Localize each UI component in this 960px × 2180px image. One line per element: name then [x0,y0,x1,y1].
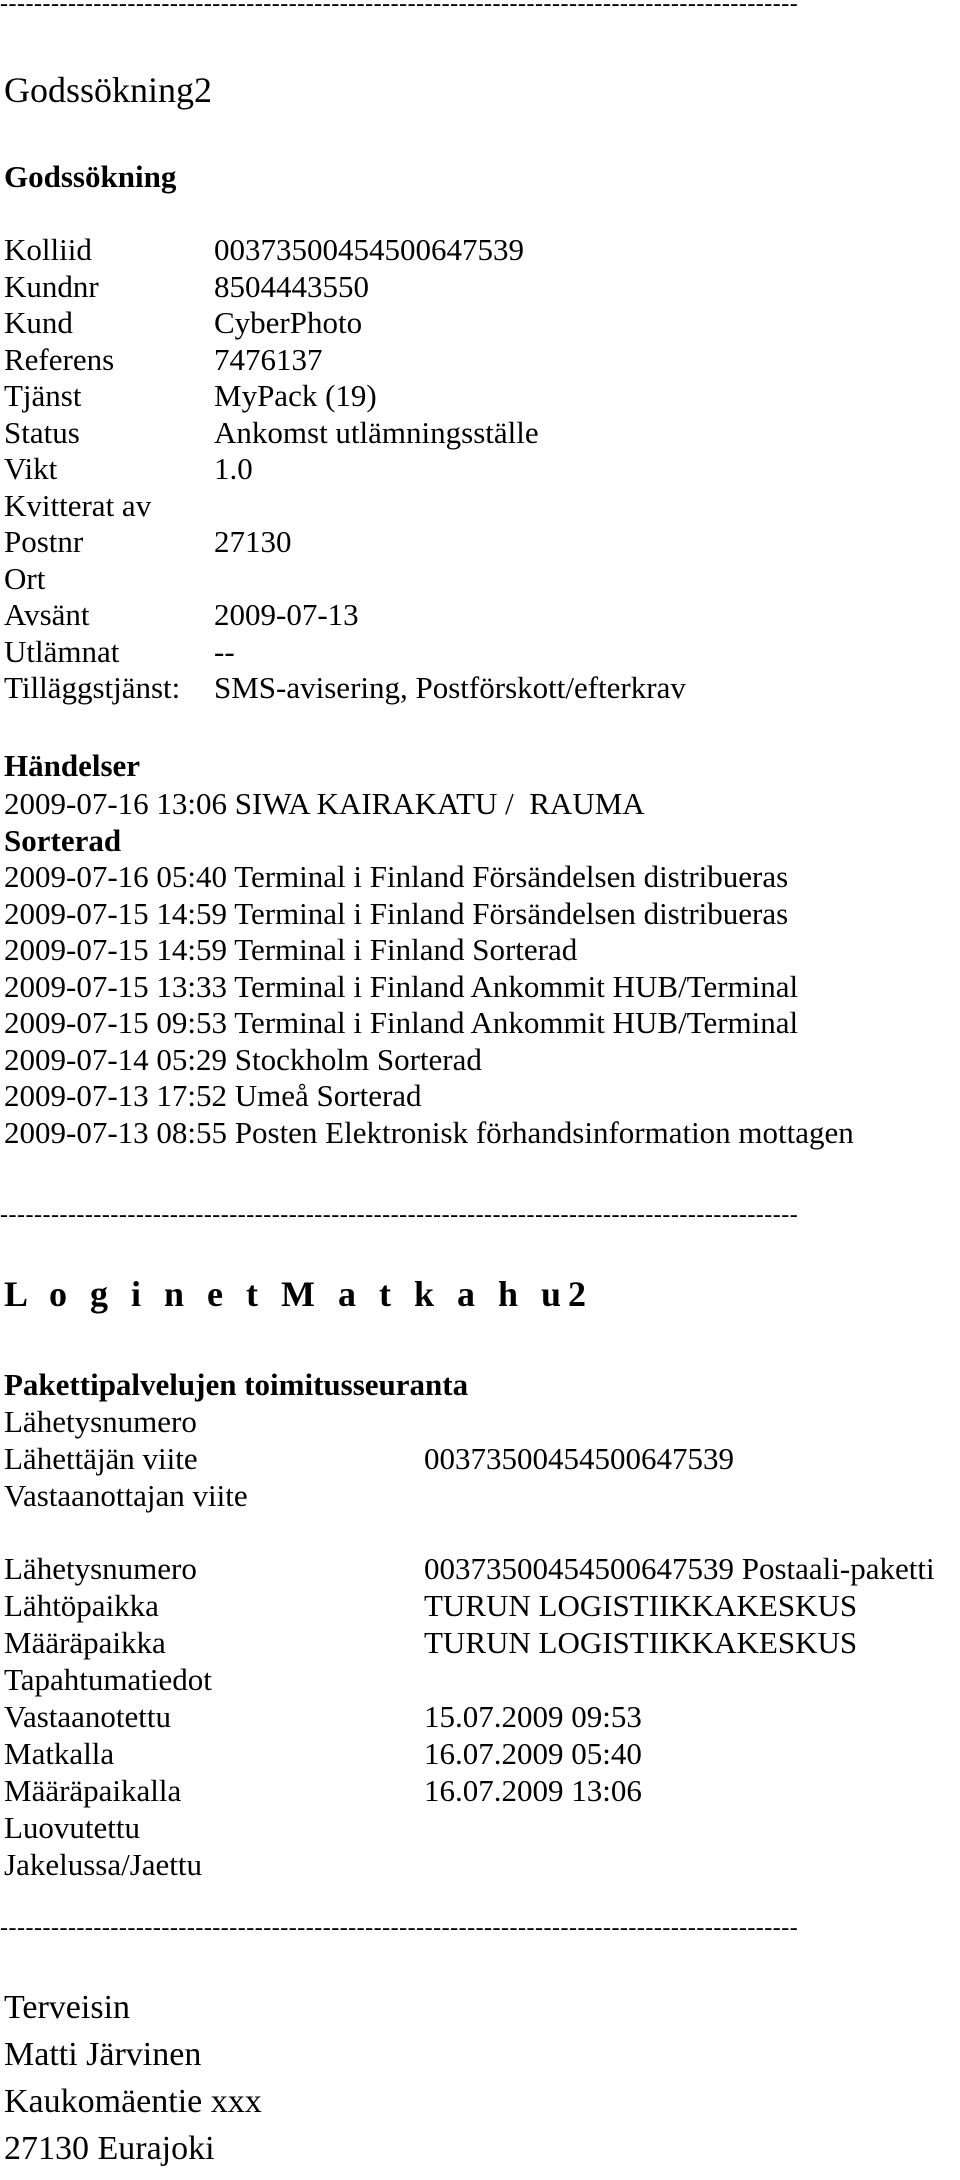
godssokning-field-value: 2009-07-13 [214,597,359,632]
event-line: 2009-07-15 09:53 Terminal i Finland Ankommit HUB/Terminal [4,1005,799,1040]
matkahuolto-field-label: Jakelussa/Jaettu [4,1847,203,1882]
divider-top: ---------------------------------------------------------------------------------------------- [0,0,799,17]
signature-line: Matti Järvinen [4,2036,202,2073]
matkahuolto-field-label: Matkalla [4,1736,115,1771]
matkahuolto-field-label: Tapahtumatiedot [4,1662,212,1697]
matkahuolto-field-label: Vastaanotettu [4,1699,172,1734]
godssokning-subtitle: Godssökning [4,159,177,194]
godssokning-field-value: Ankomst utlämningsställe [214,414,539,450]
godssokning-field-value: -- [214,633,235,669]
event-line: 2009-07-14 05:29 Stockholm Sorterad [4,1041,482,1077]
event-line: 2009-07-15 13:33 Terminal i Finland Ankommit HUB/Terminal [4,968,799,1004]
matkahuolto-field-label: Määräpaikka [4,1625,166,1660]
matkahuolto-field-value: 15.07.2009 09:53 [424,1699,642,1734]
godssokning-field-label: Kvitterat av [4,487,152,523]
godssokning-field-value: SMS-avisering, Postförskott/efterkrav [214,670,686,705]
event-line: 2009-07-16 05:40 Terminal i Finland Försändelsen distribueras [4,859,789,894]
matkahuolto-field-label: Määräpaikalla [4,1773,182,1808]
event-line: 2009-07-15 14:59 Terminal i Finland Försändelsen distribueras [4,895,789,931]
godssokning-field-label: Kundnr [4,268,99,304]
godssokning-field-label: Ort [4,560,46,596]
event-line: 2009-07-13 08:55 Posten Elektronisk förhandsinformation mottagen [4,1114,854,1150]
godssokning-field-value: MyPack (19) [214,378,377,413]
event-line: 2009-07-16 13:06 SIWA KAIRAKATU / RAUMA [4,786,645,821]
matkahuolto-ref-label: Lähettäjän viite [4,1441,198,1476]
matkahuolto-field-value: 16.07.2009 13:06 [424,1773,642,1808]
godssokning-field-label: Tilläggstjänst: [4,670,181,705]
godssokning-field-value: 1.0 [214,451,253,486]
matkahuolto-field-value: 16.07.2009 05:40 [424,1736,642,1771]
godssokning-field-value: CyberPhoto [214,305,363,340]
matkahuolto-field-label: Lähetysnumero [4,1551,197,1586]
signature-line: 27130 Eurajoki [4,2130,215,2167]
divider-middle: ---------------------------------------------------------------------------------------------- [0,1202,799,1228]
matkahuolto-field-value: TURUN LOGISTIIKKAKESKUS [424,1588,858,1623]
divider-bottom: ---------------------------------------------------------------------------------------------- [0,1915,799,1941]
signature-line: Kaukomäentie xxx [4,2083,262,2120]
matkahuolto-ref-label: Lähetysnumero [4,1404,197,1439]
godssokning-field-label: Vikt [4,451,58,486]
matkahuolto-field-value: TURUN LOGISTIIKKAKESKUS [424,1625,858,1660]
godssokning-field-value: 7476137 [214,341,323,377]
events-heading: Händelser [4,748,141,783]
matkahuolto-ref-value: 00373500454500647539 [424,1441,734,1476]
godssokning-field-label: Utlämnat [4,633,120,669]
matkahuolto-field-label: Luovutettu [4,1810,141,1845]
signature-line: Terveisin [4,1989,131,2026]
godssokning-field-label: Status [4,414,80,450]
godssokning-field-value: 27130 [214,524,292,559]
godssokning-field-label: Kund [4,305,73,340]
godssokning-field-label: Postnr [4,524,84,559]
event-line: 2009-07-15 14:59 Terminal i Finland Sorterad [4,932,578,967]
godssokning-field-label: Referens [4,341,115,377]
godssokning-field-label: Tjänst [4,378,82,413]
godssokning-title: Godssökning2 [4,70,213,110]
matkahuolto-title: L o g i n e t M a t k a h u2 [4,1274,594,1314]
event-line: 2009-07-13 17:52 Umeå Sorterad [4,1078,422,1113]
godssokning-field-label: Kolliid [4,232,92,267]
godssokning-field-label: Avsänt [4,597,90,632]
matkahuolto-ref-label: Vastaanottajan viite [4,1478,248,1513]
matkahuolto-field-label: Lähtöpaikka [4,1588,159,1623]
godssokning-field-value: 8504443550 [214,268,369,304]
matkahuolto-subtitle: Pakettipalvelujen toimitusseuranta [4,1367,469,1402]
matkahuolto-field-value: 00373500454500647539 Postaali-paketti [424,1551,935,1586]
event-line: Sorterad [4,822,122,858]
godssokning-field-value: 00373500454500647539 [214,232,524,267]
